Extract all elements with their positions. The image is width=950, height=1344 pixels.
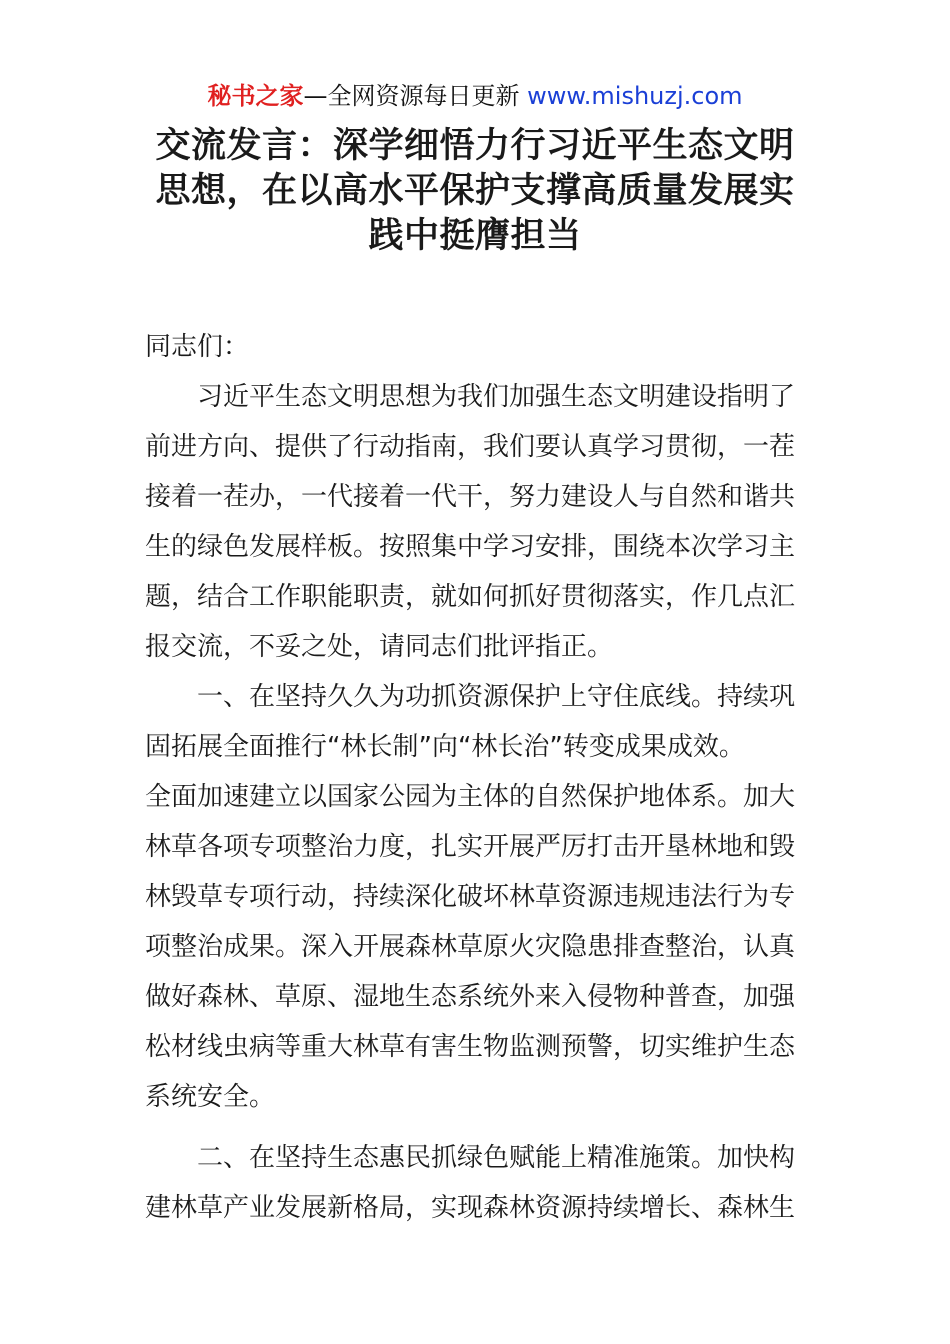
paragraph-line: 项整治成果。深入开展森林草原火灾隐患排查整治，认真 xyxy=(145,932,796,962)
paragraph-line: 建林草产业发展新格局，实现森林资源持续增长、森林生 xyxy=(145,1193,796,1223)
title-line: 思想，在以高水平保护支撑高质量发展实 xyxy=(155,171,795,211)
paragraph-line: 全面加速建立以国家公园为主体的自然保护地体系。加大 xyxy=(145,782,796,812)
title-line: 践中挺膺担当 xyxy=(368,216,582,256)
paragraph-line: 习近平生态文明思想为我们加强生态文明建设指明了 xyxy=(145,382,796,412)
paragraph-line: 接着一茬办，一代接着一代干，努力建设人与自然和谐共 xyxy=(145,482,796,512)
paragraph-line: 系统安全。 xyxy=(145,1082,276,1112)
brand-name: 秘书之家 xyxy=(207,82,304,110)
document-title xyxy=(150,124,800,259)
paragraph-line: 林草各项专项整治力度，扎实开展严厉打击开垦林地和毁 xyxy=(145,832,796,862)
paragraph-line: 固拓展全面推行“林长制”向“林长治”转变成果成效。 xyxy=(145,732,745,762)
paragraph-gap xyxy=(145,1122,810,1133)
salutation: 同志们： xyxy=(145,332,250,362)
paragraph-line: 二、在坚持生态惠民抓绿色赋能上精准施策。加快构 xyxy=(145,1143,796,1173)
header-tagline: —全网资源每日更新 xyxy=(303,82,528,110)
paragraph-line: 前进方向、提供了行动指南，我们要认真学习贯彻，一茬 xyxy=(145,432,796,462)
document-body xyxy=(145,322,810,1233)
paragraph-line: 林毁草专项行动，持续深化破坏林草资源违规违法行为专 xyxy=(145,882,796,912)
paragraph-line: 做好森林、草原、湿地生态系统外来入侵物种普查，加强 xyxy=(145,982,796,1012)
site-url-link[interactable]: www.mishuzj.com xyxy=(527,82,743,110)
paragraph-line: 报交流，不妥之处，请同志们批评指正。 xyxy=(145,632,614,662)
title-line: 交流发言：深学细悟力行习近平生态文明 xyxy=(155,126,795,166)
paragraph-line: 松材线虫病等重大林草有害生物监测预警，切实维护生态 xyxy=(145,1032,796,1062)
paragraph-line: 一、在坚持久久为功抓资源保护上守住底线。持续巩 xyxy=(145,682,796,712)
paragraph-line: 题，结合工作职能职责，就如何抓好贯彻落实，作几点汇 xyxy=(145,582,796,612)
site-header xyxy=(0,80,950,112)
paragraph-line: 生的绿色发展样板。按照集中学习安排，围绕本次学习主 xyxy=(145,532,796,562)
